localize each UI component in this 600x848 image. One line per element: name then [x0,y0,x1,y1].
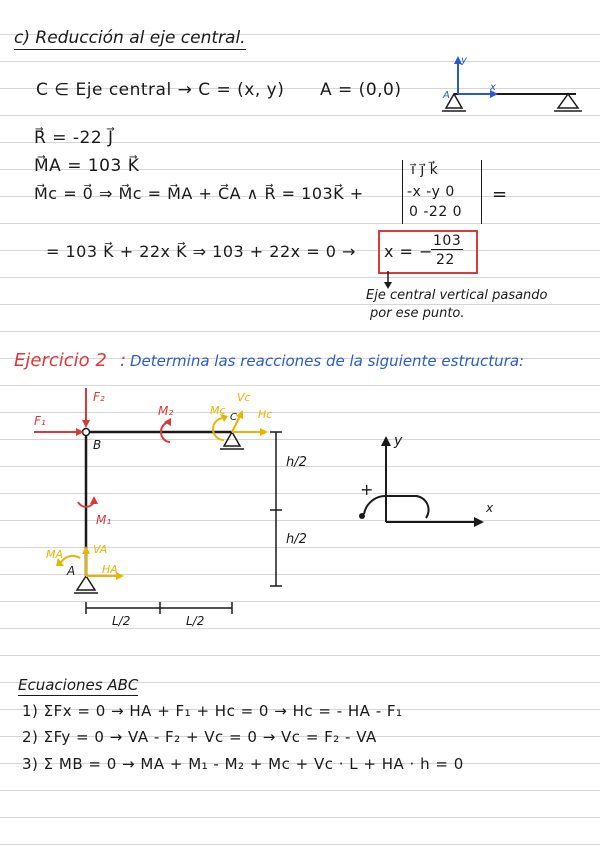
answer-denominator: 22 [436,252,455,268]
note-line-2: por ese punto. [370,306,465,321]
sign-convention-axes [356,430,486,530]
determinant-equals: = [492,184,508,205]
label-ha: HA [102,563,118,576]
dimension-l2-left: L/2 [112,614,131,628]
label-va: VA [93,543,108,556]
resultant-force: R⃗ = -22 J⃗ [34,128,114,148]
section-c-title: c) Reducción al eje central. [14,28,246,48]
determinant-row-3: 0 -22 0 [409,204,463,220]
exercise-2-label: Ejercicio 2 [14,350,107,371]
equation-1: 1) ΣFx = 0 → HA + F₁ + Hc = 0 → Hc = - HA - F₁ [22,702,403,720]
small-diagram-label-x: x [490,82,496,93]
label-hc: Hc [258,408,273,421]
axis-x-label: x [486,501,494,515]
small-diagram-label-a: A [443,90,450,101]
central-axis-condition: C ∈ Eje central → C = (x, y) [36,80,285,100]
small-diagram-label-y: y [461,55,467,66]
exercise-2-colon: : [120,350,127,371]
determinant-row-1: i⃗ j⃗ k⃗ [411,162,439,178]
label-ma: MA [46,548,64,561]
label-a: A [67,564,76,578]
answer-prefix: x = − [384,242,433,261]
determinant [402,160,482,224]
answer-numerator: 103 [433,233,462,249]
result-equation: = 103 K⃗ + 22x K⃗ ⇒ 103 + 22x = 0 → [46,242,356,261]
origin-definition: A = (0,0) [320,80,402,100]
label-c: C [230,412,237,423]
dimension-l2-right: L/2 [186,614,205,628]
label-f2: F₂ [93,390,105,404]
dimension-h2-bottom: h/2 [286,532,307,547]
positive-sign: + [360,480,374,499]
exercise-2-statement: Determina las reacciones de la siguiente estructura: [130,352,525,370]
axis-y-label: y [394,433,403,449]
note-line-1: Eje central vertical pasando [366,288,548,303]
equations-title: Ecuaciones ABC [18,676,139,694]
label-mc: Mc [210,404,226,417]
label-f1: F₁ [34,414,46,428]
equation-2: 2) ΣFy = 0 → VA - F₂ + Vc = 0 → Vc = F₂ - VA [22,728,377,746]
dimension-h2-top: h/2 [286,455,307,470]
label-b: B [93,438,102,452]
moment-at-a: M⃗A = 103 K⃗ [34,156,140,176]
determinant-row-2: -x -y 0 [407,184,455,200]
moment-at-c: M⃗c = 0⃗ ⇒ M⃗c = M⃗A + C⃗A ∧ R⃗ = 103K⃗ + [34,184,364,203]
label-m2: M₂ [158,404,174,418]
equation-3: 3) Σ MB = 0 → MA + M₁ - M₂ + Mc + Vc · L + HA · h = 0 [22,755,464,773]
label-m1: M₁ [96,513,112,527]
label-vc: Vc [237,391,251,404]
